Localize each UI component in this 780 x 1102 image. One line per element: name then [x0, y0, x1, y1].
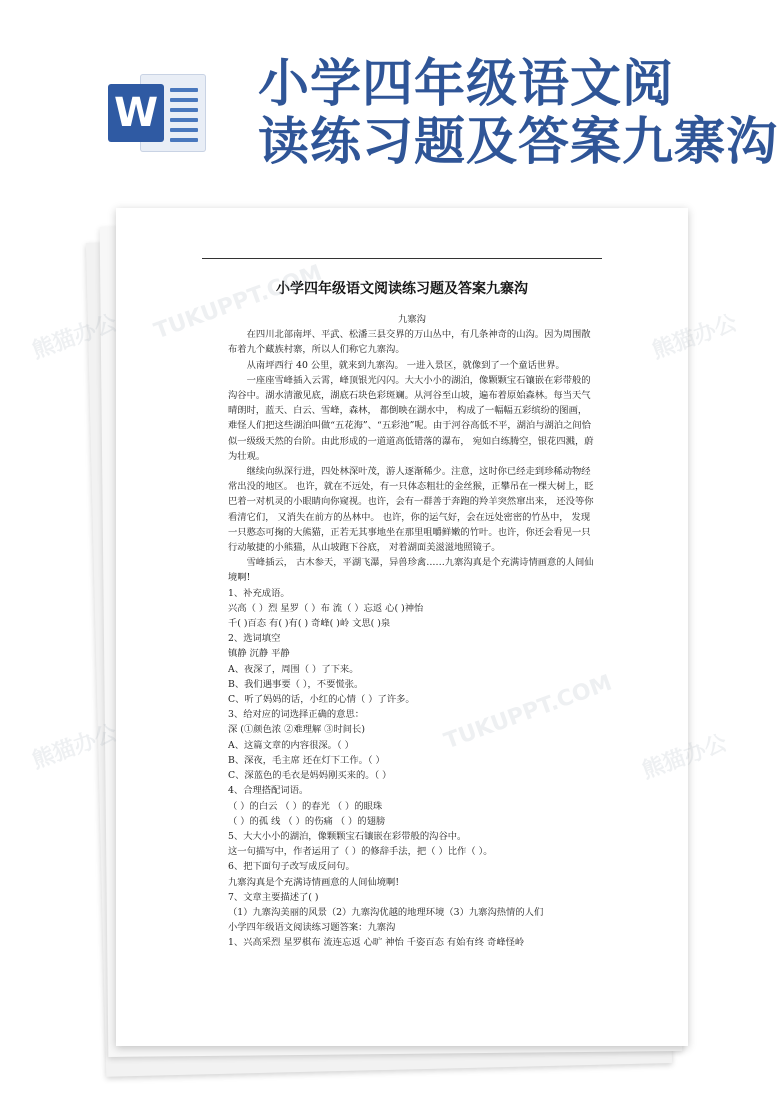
page-title: [258, 56, 778, 172]
question-line: 4、合理搭配词语。: [228, 785, 309, 797]
question-line: 千( )百态 有( )有( ) 奇峰( )岭 文思( )泉: [228, 618, 391, 630]
question-line: 5、大大小小的湖泊，像颗颗宝石镶嵌在彩带般的沟谷中。: [228, 830, 467, 842]
question-line: 6、把下面句子改写成反问句。: [228, 861, 355, 873]
watermark: 熊猫办公: [649, 310, 741, 365]
page-title-line-2: 读练习题及答案九寨沟: [258, 113, 779, 172]
word-document-icon: [108, 66, 208, 156]
question-line: （ ）的白云 （ ）的春光 （ ）的眼珠: [228, 800, 383, 812]
document-page: [116, 208, 688, 1046]
paragraph: 从南坪西行 40 公里，就来到九寨沟。 一进入景区，就像到了一个童话世界。: [246, 359, 565, 371]
question-line: 小学四年级语文阅读练习题答案：九寨沟: [228, 922, 396, 934]
question-line: B、深夜，毛主席 还在灯下工作。（ ）: [228, 754, 385, 766]
question-line: A、夜深了，周围（ ）了下来。: [228, 663, 359, 675]
article-subtitle: 九寨沟: [398, 314, 426, 325]
document-title: 小学四年级语文阅读练习题及答案九寨沟: [276, 281, 528, 297]
word-letter-badge: W: [108, 84, 164, 142]
question-line: （1）九寨沟美丽的风景（2）九寨沟优越的地理环境（3）九寨沟热情的人们: [228, 906, 544, 918]
question-line: C、听了妈妈的话，小红的心情（ ）了许多。: [228, 694, 415, 706]
question-line: 7、文章主要描述了( ): [228, 891, 319, 903]
question-line: 这一句描写中，作者运用了（ ）的修辞手法，把（ ）比作（ ）。: [228, 846, 493, 858]
question-line: 1、兴高采烈 星罗棋布 流连忘返 心旷 神怡 千姿百态 有始有终 奇峰怪岭: [228, 937, 525, 949]
question-line: A、这篇文章的内容很深。（ ）: [228, 739, 354, 751]
question-line: 深 (①颜色浓 ②难理解 ③时间长): [228, 724, 365, 736]
question-line: 镇静 沉静 平静: [228, 648, 290, 660]
question-line: 九寨沟真是个充满诗情画意的人间仙境啊!: [228, 876, 400, 888]
header-rule: [202, 258, 602, 259]
page-title-line-1: 小学四年级语文阅: [258, 55, 675, 114]
paragraph: 一座座雪峰插入云霄，峰顶银光闪闪。大大小小的湖泊，像颗颗宝石镶嵌在彩带般的沟谷中。湖水清澈见底，湖底石块色彩斑斓。从河谷至山坡，遍布着原始森林。每当天气晴朗时，蓝天、白云、雪峰，森林， 都倒映在湖水中， 构成了一幅幅五彩缤纷的图画，难怪人们把这些湖泊叫做“五花海”、“五彩池”呢。由于河谷高低不平，湖泊与湖泊之间恰似一级级天然的台阶。由此形成的一道道高低错落的瀑布， 宛如白练腾空，银花四溅，蔚为壮观。: [228, 374, 594, 462]
page-banner: [0, 0, 780, 200]
watermark: 熊猫办公: [29, 310, 121, 365]
question-line: 2、选词填空: [228, 633, 281, 645]
watermark: 熊猫办公: [29, 720, 121, 775]
question-line: （ ）的孤 线 （ ）的伤痛 （ ）的翅膀: [228, 815, 386, 827]
question-line: B、我们遇事要（ ），不要慌张。: [228, 678, 364, 690]
document-body: [228, 312, 596, 951]
paragraph: 继续向纵深行进，四处林深叶茂，游人逐渐稀少。注意，这时你已经走到珍稀动物经常出没的地区。 也许，就在不远处，有一只体态粗壮的金丝猴，正攀吊在一棵大树上，眨巴着一对机灵的小眼睛向你窥视。也许，会有一群善于奔跑的羚羊突然窜出来， 还没等你看清它们， 又消失在前方的丛林中。 也许，你的运气好，会在远处密密的竹丛中， 发现一只憨态可掬的大熊猫，正若无其事地坐在那里咀嚼鲜嫩的竹叶。也许，你还会看见一只行动敏捷的小熊猫，从山坡跑下谷底， 对着湖面美滋滋地照镜子。: [228, 466, 594, 554]
paragraph: 在四川北部南坪、平武、松潘三县交界的万山丛中，有几条神奇的山沟。因为周围散布着九个藏族村寨，所以人们称它九寨沟。: [228, 329, 591, 356]
question-line: 1、补充成语。: [228, 587, 290, 599]
question-line: C、深蓝色的毛衣是妈妈刚买来的。（ ）: [228, 770, 392, 782]
question-line: 兴高（ ）烈 星罗（ ）布 流（ ）忘返 心( )神怡: [228, 602, 424, 614]
paragraph: 雪峰插云， 古木参天，平湖飞瀑，异兽珍禽‥‥‥九寨沟真是个充满诗情画意的人间仙境啊!: [228, 557, 594, 584]
question-line: 3、给对应的词选择正确的意思：: [228, 709, 365, 721]
